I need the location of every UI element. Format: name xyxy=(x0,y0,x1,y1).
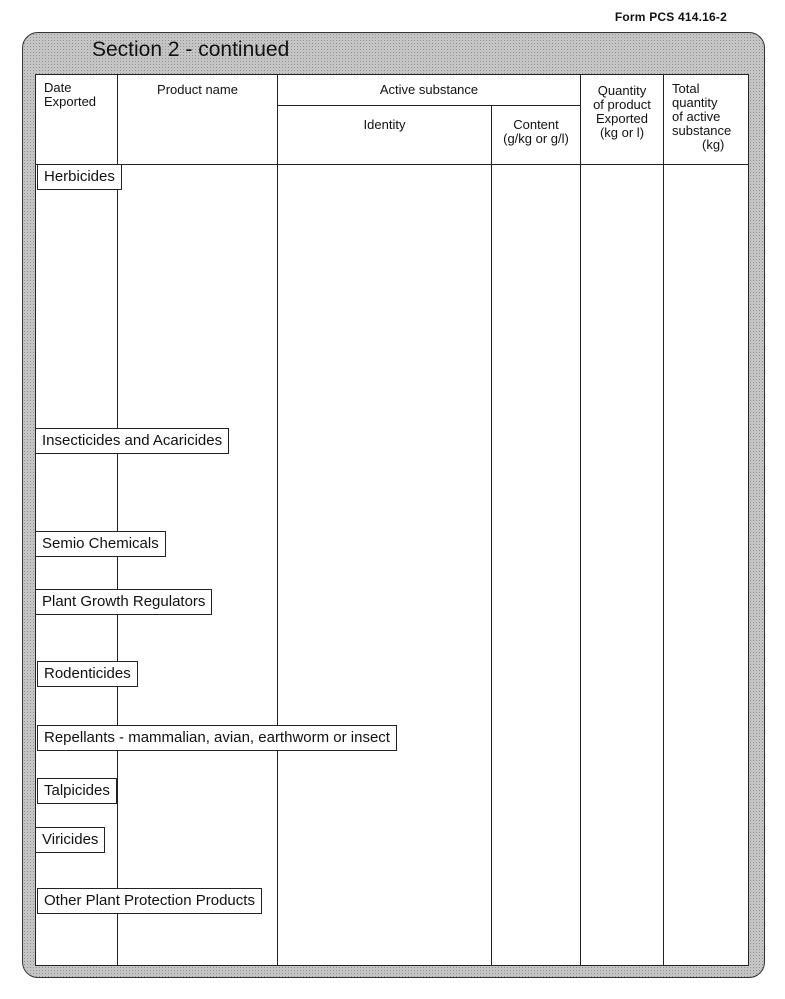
header-total-line3: of active xyxy=(672,109,721,124)
column-divider xyxy=(580,75,581,965)
section-title: Section 2 - continued xyxy=(92,38,290,61)
header-quantity xyxy=(581,84,663,140)
category-rodenticides: Rodenticides xyxy=(37,661,138,687)
header-identity: Identity xyxy=(363,117,406,132)
category-other-plant-protection: Other Plant Protection Products xyxy=(37,888,262,914)
header-product-name: Product name xyxy=(157,82,238,97)
header-date-exported: Date Exported xyxy=(44,80,97,109)
header-total-line2: quantity xyxy=(672,95,718,110)
category-repellants: Repellants - mammalian, avian, earthworm or insect xyxy=(37,725,397,751)
category-herbicides: Herbicides xyxy=(37,164,122,190)
export-table xyxy=(35,74,749,966)
header-active-substance: Active substance xyxy=(379,82,479,97)
header-quantity-line4: (kg or l) xyxy=(599,125,645,140)
category-plant-growth-regulators: Plant Growth Regulators xyxy=(35,589,212,615)
header-content xyxy=(492,118,580,146)
category-viricides: Viricides xyxy=(35,827,105,853)
header-bottom-line xyxy=(36,164,748,165)
column-divider xyxy=(663,75,664,965)
form-reference: Form PCS 414.16-2 xyxy=(614,10,727,24)
column-divider xyxy=(277,75,278,965)
header-total-line4: substance xyxy=(672,123,732,138)
category-semio-chemicals: Semio Chemicals xyxy=(35,531,166,557)
header-total-line5: (kg) xyxy=(702,137,725,152)
header-quantity-line1: Quantity xyxy=(597,83,647,98)
category-talpicides: Talpicides xyxy=(37,778,117,804)
header-content-line1: Content xyxy=(513,117,559,132)
header-content-line2: (g/kg or g/l) xyxy=(503,131,569,146)
header-quantity-line2: of product xyxy=(593,97,651,112)
header-total xyxy=(672,82,750,152)
column-divider xyxy=(491,105,492,965)
header-total-line1: Total xyxy=(672,81,700,96)
column-divider xyxy=(117,75,118,965)
header-subdivider xyxy=(277,105,580,106)
header-quantity-line3: Exported xyxy=(595,111,649,126)
category-insecticides-acaricides: Insecticides and Acaricides xyxy=(35,428,229,454)
